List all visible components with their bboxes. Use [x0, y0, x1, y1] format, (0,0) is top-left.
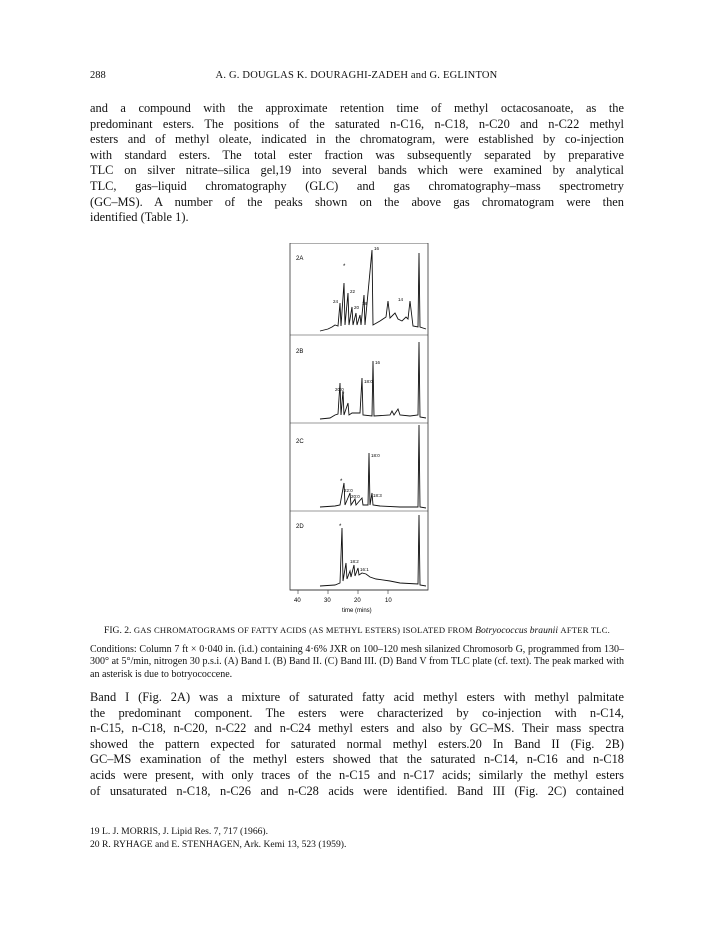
- species-name: Botryococcus braunii: [475, 625, 559, 636]
- footnote: 20 R. RYHAGE and E. STENHAGEN, Ark. Kemi 13, 523 (1959).: [90, 838, 347, 850]
- gas-chromatogram-figure: [280, 243, 440, 623]
- peak-label: *: [340, 479, 343, 485]
- peak-label: 18:3: [373, 493, 382, 498]
- chromatogram-trace-a: [320, 250, 426, 331]
- axis-tick-label: 30: [324, 598, 331, 604]
- text-line: (GC–MS). A number of the peaks shown on the above gas chromatogram were then: [90, 194, 624, 209]
- axis-label: time (mins): [342, 608, 372, 614]
- figure-caption: [90, 624, 624, 681]
- text-line: the predominant component. The esters were characterized by co-injection with n-C14,: [90, 705, 624, 720]
- chromatogram-trace-d: [320, 515, 426, 586]
- text-line: GC–MS examination of the methyl esters showed that the saturated n-C14, n-C16 and n-C18: [90, 752, 624, 767]
- running-header: [0, 70, 713, 84]
- peak-label: 24: [333, 299, 339, 304]
- chromatogram-svg: [280, 243, 440, 623]
- body-paragraph-2: [90, 690, 624, 799]
- chromatogram-trace-b: [320, 342, 426, 419]
- peak-label: 16: [375, 360, 381, 365]
- caption-conditions: Conditions: Column 7 ft × 0·040 in. (i.d.) containing 4·6% JXR on 100–120 mesh silanized Chromosorb G, programmed from 130–300° at 5°/min, nitrogen 30 p.s.i. (A) Band I. (B) Band II. (C) Band III. (D) Band V from TLC plate (cf. text). The peak marked with an asterisk is due to botryococcene.: [90, 643, 624, 680]
- text-line: and a compound with the approximate retention time of methyl octacosanoate, as the: [90, 101, 624, 115]
- body-paragraph-1: [90, 101, 624, 226]
- peak-label: 20: [354, 305, 360, 310]
- peak-label: 16: [374, 246, 380, 251]
- peak-label: 22:0: [344, 488, 353, 493]
- peak-label: *: [342, 392, 345, 398]
- peak-label: 16:1: [360, 567, 369, 572]
- panel-label: 2D: [296, 524, 304, 530]
- caption-title-tail: AFTER TLC.: [560, 625, 611, 635]
- figure-label: FIG. 2.: [103, 625, 132, 636]
- text-line: acids were present, with only traces of the n-C15 and n-C17 acids; similarly the methyl esters: [90, 767, 624, 782]
- text-line: Band I (Fig. 2A) was a mixture of saturated fatty acid methyl esters with methyl palmitate: [90, 690, 624, 704]
- panel-label: 2A: [296, 256, 304, 262]
- text-line: n-C15, n-C18, n-C20, n-C22 and n-C24 methyl esters and also by GC–MS. Their mass spectra: [90, 721, 624, 736]
- peak-label: 20:0: [335, 387, 344, 392]
- peak-label: 18: [362, 301, 368, 306]
- footnote: 19 L. J. MORRIS, J. Lipid Res. 7, 717 (1966).: [90, 826, 269, 837]
- peak-label: *: [339, 524, 342, 530]
- figure-frame: [290, 243, 428, 590]
- text-line: of unsaturated n-C18, n-C26 and n-C28 acids were identified. Band III (Fig. 2C) contained: [90, 783, 624, 798]
- axis-tick-label: 40: [294, 598, 301, 604]
- peak-label: 22: [350, 289, 356, 294]
- peak-label: 14: [398, 297, 404, 302]
- text-line: identified (Table 1).: [90, 210, 189, 225]
- peak-label: 18:0: [364, 379, 373, 384]
- peak-label: 20:0: [351, 494, 360, 499]
- panel-label: 2C: [296, 439, 304, 445]
- text-line: esters and of methyl oleate, indicated in the chromatogram, were established by co-injection: [90, 132, 624, 147]
- text-line: with standard esters. The total ester fraction was subsequently separated by preparative: [90, 147, 624, 162]
- running-head-authors: A. G. DOUGLAS K. DOURAGHI-ZADEH and G. EGLINTON: [215, 70, 498, 81]
- peak-label: 18:2: [350, 559, 359, 564]
- peak-label: 18:0: [371, 453, 380, 458]
- text-line: TLC, gas–liquid chromatography (GLC) and gas chromatography–mass spectrometry: [90, 178, 624, 193]
- footnotes: [90, 826, 624, 851]
- caption-title-lead: GAS CHROMATOGRAMS OF FATTY ACIDS (AS METHYL ESTERS) ISOLATED FROM: [133, 625, 473, 635]
- caption-title: [90, 624, 624, 638]
- axis-tick-label: 10: [385, 598, 392, 604]
- text-line: TLC on silver nitrate–silica gel,19 into several bands which were examined by analytical: [90, 163, 624, 178]
- text-line: predominant esters. The positions of the saturated n-C16, n-C18, n-C20 and n-C22 methyl: [90, 116, 624, 131]
- axis-tick-label: 20: [354, 598, 361, 604]
- peak-label: *: [343, 264, 346, 270]
- text-line: showed the pattern expected for saturated normal methyl esters.20 In Band II (Fig. 2B): [90, 736, 624, 751]
- page-number: 288: [90, 70, 106, 81]
- panel-label: 2B: [296, 349, 304, 355]
